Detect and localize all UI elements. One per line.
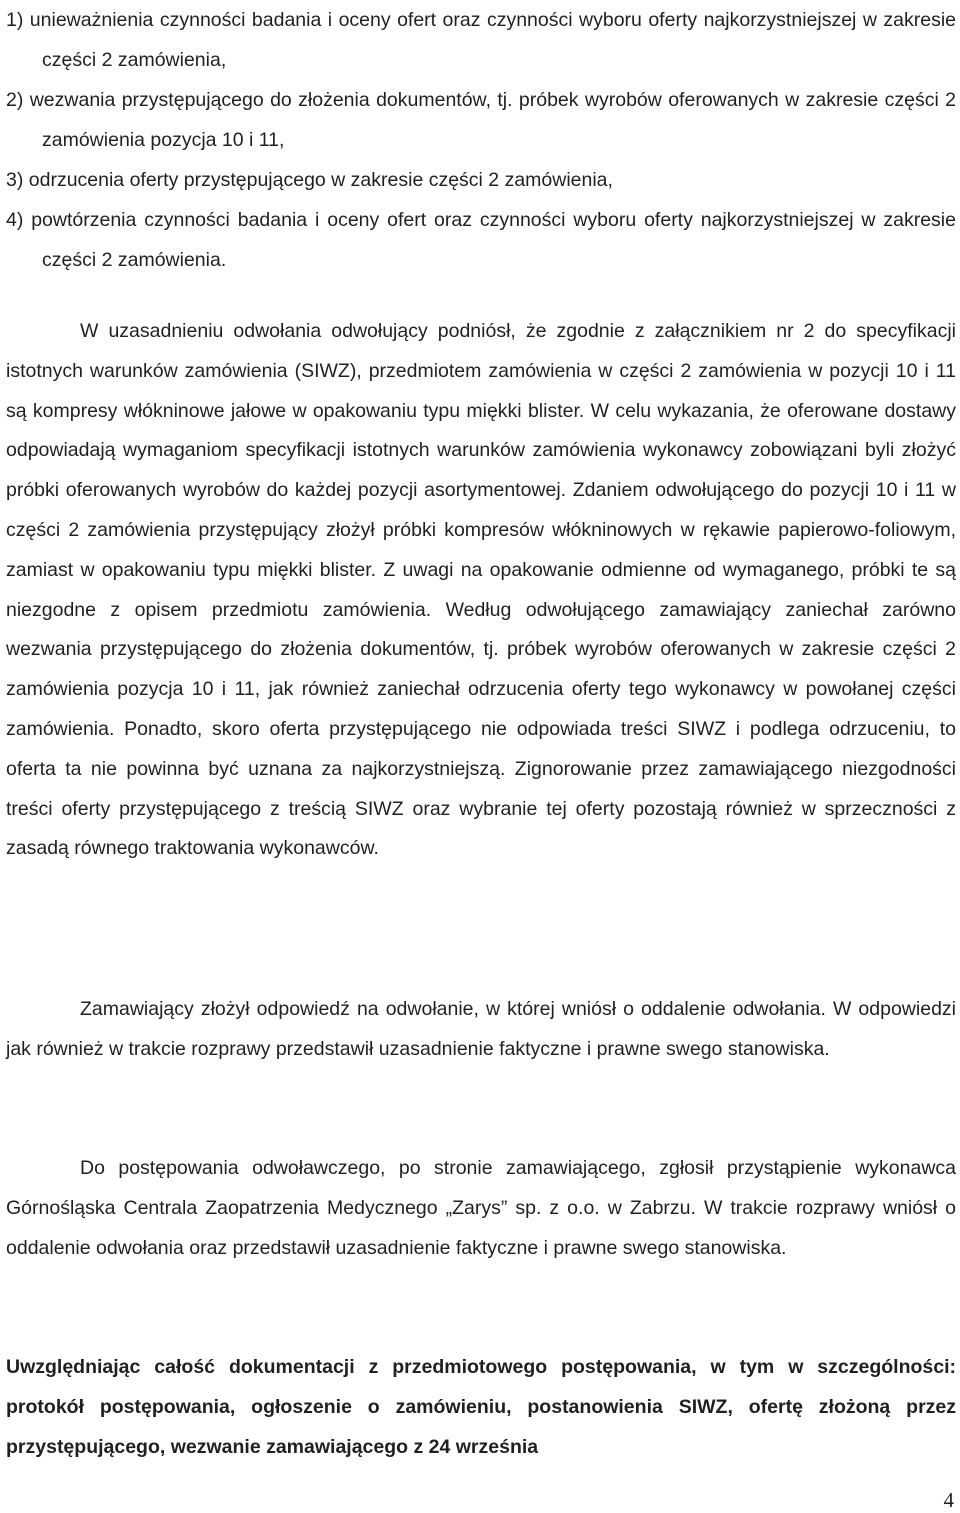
paragraph-intervener: Do postępowania odwoławczego, po stronie zamawiającego, zgłosił przystąpienie wykonawca Górnośląska Centrala Zaopatrzenia Medycznego „Zarys” sp. z o.o. w Zabrzu. W trakcie rozprawy wniósł o oddalenie odwołania oraz przedstawił uzasadnienie faktyczne i prawne swego stanowiska.	[6, 1157, 956, 1259]
list-item-1: 1) unieważnienia czynności badania i oceny ofert oraz czynności wyboru oferty najkorzystniejszej w zakresie części 2 zamówienia,	[6, 9, 956, 71]
paragraph-appeal-justification: W uzasadnieniu odwołania odwołujący podniósł, że zgodnie z załącznikiem nr 2 do specyfikacji istotnych warunków zamówienia (SIWZ), przedmiotem zamówienia w części 2 zamówienia w pozycji 10 i 11 są kompresy włókninowe jałowe w opakowaniu typu miękki blister. W celu wykazania, że oferowane dostawy odpowiadają wymaganiom specyfikacji istotnych warunków zamówienia wykonawcy zobowiązani byli złożyć próbki oferowanych wyrobów do każdej pozycji asortymentowej. Zdaniem odwołującego do pozycji 10 i 11 w części 2 zamówienia przystępujący złożył próbki kompresów włókninowych w rękawie papierowo-foliowym, zamiast w opakowaniu typu miękki blister. Z uwagi na opakowanie odmienne od wymaganego, próbki te są niezgodne z opisem przedmiotu zamówienia. Według odwołującego zamawiający zaniechał zarówno wezwania przystępującego do złożenia dokumentów, tj. próbek wyrobów oferowanych w zakresie części 2 zamówienia pozycja 10 i 11, jak również zaniechał odrzucenia oferty tego wykonawcy w powołanej części zamówienia. Ponadto, skoro oferta przystępującego nie odpowiada treści SIWZ i podlega odrzuceniu, to oferta ta nie powinna być uznana za najkorzystniejszą. Zignorowanie przez zamawiającego niezgodności treści oferty przystępującego z treścią SIWZ oraz wybranie tej oferty pozostają również w sprzeczności z zasadą równego traktowania wykonawców.	[6, 320, 956, 860]
list-item-4: 4) powtórzenia czynności badania i oceny ofert oraz czynności wyboru oferty najkorzystniejszej w zakresie części 2 zamówienia.	[6, 209, 956, 271]
demands-list	[6, 0, 956, 280]
paragraph-response: Zamawiający złożył odpowiedź na odwołanie, w której wniósł o oddalenie odwołania. W odpowiedzi jak również w trakcie rozprawy przedstawił uzasadnienie faktyczne i prawne swego stanowiska.	[6, 998, 956, 1060]
list-item-3: 3) odrzucenia oferty przystępującego w zakresie części 2 zamówienia,	[6, 169, 613, 191]
paragraph-considering: Uwzględniając całość dokumentacji z przedmiotowego postępowania, w tym w szczególności: protokół postępowania, ogłoszenie o zamówieniu, postanowienia SIWZ, ofertę złożoną przez przystępującego, wezwanie zamawiającego z 24 września	[6, 1356, 956, 1458]
list-item-2: 2) wezwania przystępującego do złożenia dokumentów, tj. próbek wyrobów oferowanych w zakresie części 2 zamówienia pozycja 10 i 11,	[6, 89, 956, 151]
page-number: 4	[943, 1488, 954, 1512]
